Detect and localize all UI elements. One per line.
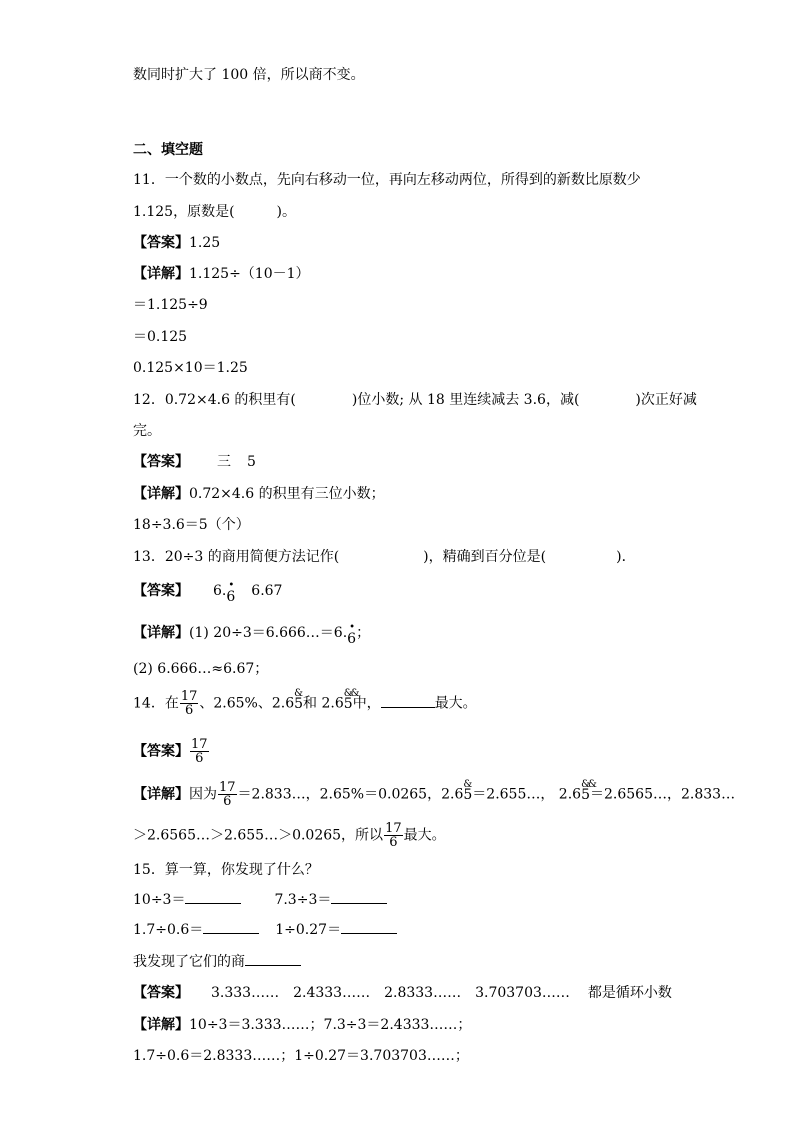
- detail-label: 【详解】: [133, 266, 189, 282]
- answer-value-2: 5: [247, 454, 256, 470]
- q12-detail-2: 18÷3.6＝5（个）: [133, 517, 250, 533]
- q15-row2: [133, 921, 397, 939]
- answer-blank[interactable]: [341, 933, 397, 934]
- repeat-digit: 5: [463, 786, 473, 803]
- fraction: [384, 822, 403, 849]
- q15-find: [133, 953, 301, 971]
- repeat-mark: &&: [581, 778, 595, 790]
- q15-answer: [133, 984, 672, 1002]
- q15-row1: [133, 891, 387, 909]
- find-text: 我发现了它们的商: [133, 954, 245, 970]
- previous-solution-tail: 数同时扩大了 100 倍，所以商不变。: [133, 67, 365, 83]
- detail-text: 10÷3＝3.333……；7.3÷3＝2.4333……；: [189, 1017, 472, 1033]
- repeat-dot: •: [349, 622, 356, 633]
- answer-blank[interactable]: [203, 933, 259, 934]
- answer-label: 【答案】: [133, 235, 189, 251]
- fraction-numerator: 17: [180, 689, 198, 704]
- fraction-numerator: 17: [219, 780, 236, 795]
- q12-line1: 12．0.72×4.6 的积里有( )位小数; 从 18 里连续减去 3.6，减( )次正好减: [133, 392, 697, 408]
- detail-text: 0.72×4.6 的积里有三位小数；: [189, 486, 385, 502]
- q11-detail-2: ＝1.125÷9: [133, 297, 208, 313]
- fraction-denominator: 6: [195, 751, 204, 766]
- q14-detail-1: [133, 778, 736, 809]
- answer-blank[interactable]: [245, 965, 301, 966]
- q14-detail-2: [133, 822, 446, 849]
- q11-line1: 11．一个数的小数点，先向右移动一位，再向左移动两位，所得到的新数比原数少: [133, 172, 641, 188]
- detail-text-end: ；: [356, 625, 371, 641]
- q13-detail-2: (2) 6.666…≈6.67；: [133, 661, 269, 677]
- q12-line2: 完。: [133, 423, 161, 439]
- repeat-mark: &: [463, 778, 471, 790]
- equation: 1.7÷0.6＝: [133, 922, 204, 938]
- fraction-numerator: 17: [385, 821, 402, 836]
- answer-label: 【答案】: [133, 743, 189, 760]
- fraction-denominator: 6: [184, 703, 194, 718]
- detail-text: ＝2.833…，2.65%＝0.0265，2.6: [237, 786, 464, 803]
- repeat-digit: 5: [343, 695, 353, 712]
- fraction: [218, 781, 237, 808]
- repeating-digit: [463, 778, 473, 804]
- detail-text: ＝2.655…， 2.6: [472, 786, 582, 803]
- answer-value-1: 3.333……: [211, 985, 280, 1001]
- fraction-denominator: 6: [389, 835, 398, 850]
- equation: 7.3÷3＝: [274, 892, 332, 908]
- repeating-digit: [343, 687, 358, 713]
- q11-answer: [133, 234, 220, 252]
- q13-answer: [133, 582, 282, 606]
- section-title: 二、填空题: [133, 142, 203, 158]
- answer-value: 1.25: [189, 235, 221, 251]
- repeating-digit: [581, 778, 595, 804]
- q14-text: 中，: [352, 695, 381, 712]
- q12-answer: [133, 453, 256, 471]
- q14-text: 、2.65%、2.6: [199, 695, 295, 712]
- fraction-denominator: 6: [223, 794, 232, 809]
- answer-value-1: 三: [217, 454, 231, 470]
- detail-text: 因为: [189, 786, 217, 803]
- q11-detail-4: 0.125×10＝1.25: [133, 360, 248, 376]
- repeating-digit: [347, 622, 357, 648]
- q11-detail-1: [133, 265, 310, 283]
- q15-detail-1: [133, 1016, 471, 1034]
- q13-line1: 13．20÷3 的商用简便方法记作( )，精确到百分位是( )．: [133, 549, 636, 565]
- equation: 10÷3＝: [133, 892, 186, 908]
- answer-blank[interactable]: [185, 903, 241, 904]
- q14-text: 14．在: [133, 695, 179, 712]
- answer-value-5: 都是循环小数: [587, 985, 672, 1001]
- answer-blank[interactable]: [331, 903, 387, 904]
- detail-text: (1) 20÷3＝6.666…＝6.: [189, 625, 348, 641]
- repeat-digit: 5: [294, 695, 304, 712]
- answer-blank[interactable]: [381, 707, 435, 708]
- fraction: [180, 690, 199, 717]
- detail-text: ＞2.6565…＞2.655…＞0.0265，所以: [133, 827, 384, 844]
- q13-detail-1: [133, 624, 370, 648]
- detail-text: 1.125÷（10－1）: [189, 266, 310, 282]
- answer-value-4: 3.703703……: [475, 985, 570, 1001]
- repeat-mark: &&: [343, 687, 358, 699]
- repeating-digit: [294, 687, 304, 713]
- detail-label: 【详解】: [133, 486, 189, 502]
- q14-answer: [133, 738, 210, 765]
- detail-label: 【详解】: [133, 625, 189, 641]
- repeat-digit: 5: [581, 786, 590, 803]
- q11-line2: 1.125，原数是( )。: [133, 204, 297, 220]
- detail-text: 最大。: [403, 827, 446, 844]
- q15-detail-2: 1.7÷0.6＝2.8333……；1÷0.27＝3.703703……；: [133, 1048, 469, 1064]
- detail-text: ＝2.6565…，2.833…: [590, 786, 736, 803]
- answer-value-2: 6.67: [251, 583, 283, 599]
- repeating-digit: [226, 580, 236, 606]
- q11-detail-3: ＝0.125: [133, 329, 188, 345]
- repeat-digit: 6: [226, 589, 236, 605]
- detail-label: 【详解】: [133, 1017, 189, 1033]
- q14-text: 最大。: [434, 695, 477, 712]
- answer-value-2: 2.4333……: [293, 985, 371, 1001]
- q14-line1: [133, 687, 477, 718]
- q14-text: 和 2.6: [303, 695, 344, 712]
- repeat-digit: 6: [347, 631, 357, 647]
- repeat-mark: &: [294, 687, 302, 699]
- answer-int: 6.: [213, 583, 227, 599]
- fraction: [190, 738, 209, 765]
- q12-detail-1: [133, 485, 385, 503]
- repeat-dot: •: [228, 580, 235, 591]
- answer-label: 【答案】: [133, 454, 189, 470]
- answer-value-3: 2.8333……: [384, 985, 462, 1001]
- fraction-numerator: 17: [191, 737, 208, 752]
- detail-label: 【详解】: [133, 786, 189, 803]
- answer-label: 【答案】: [133, 985, 189, 1001]
- answer-label: 【答案】: [133, 583, 189, 599]
- equation: 1÷0.27＝: [275, 922, 342, 938]
- q15-title: 15．算一算，你发现了什么？: [133, 862, 319, 878]
